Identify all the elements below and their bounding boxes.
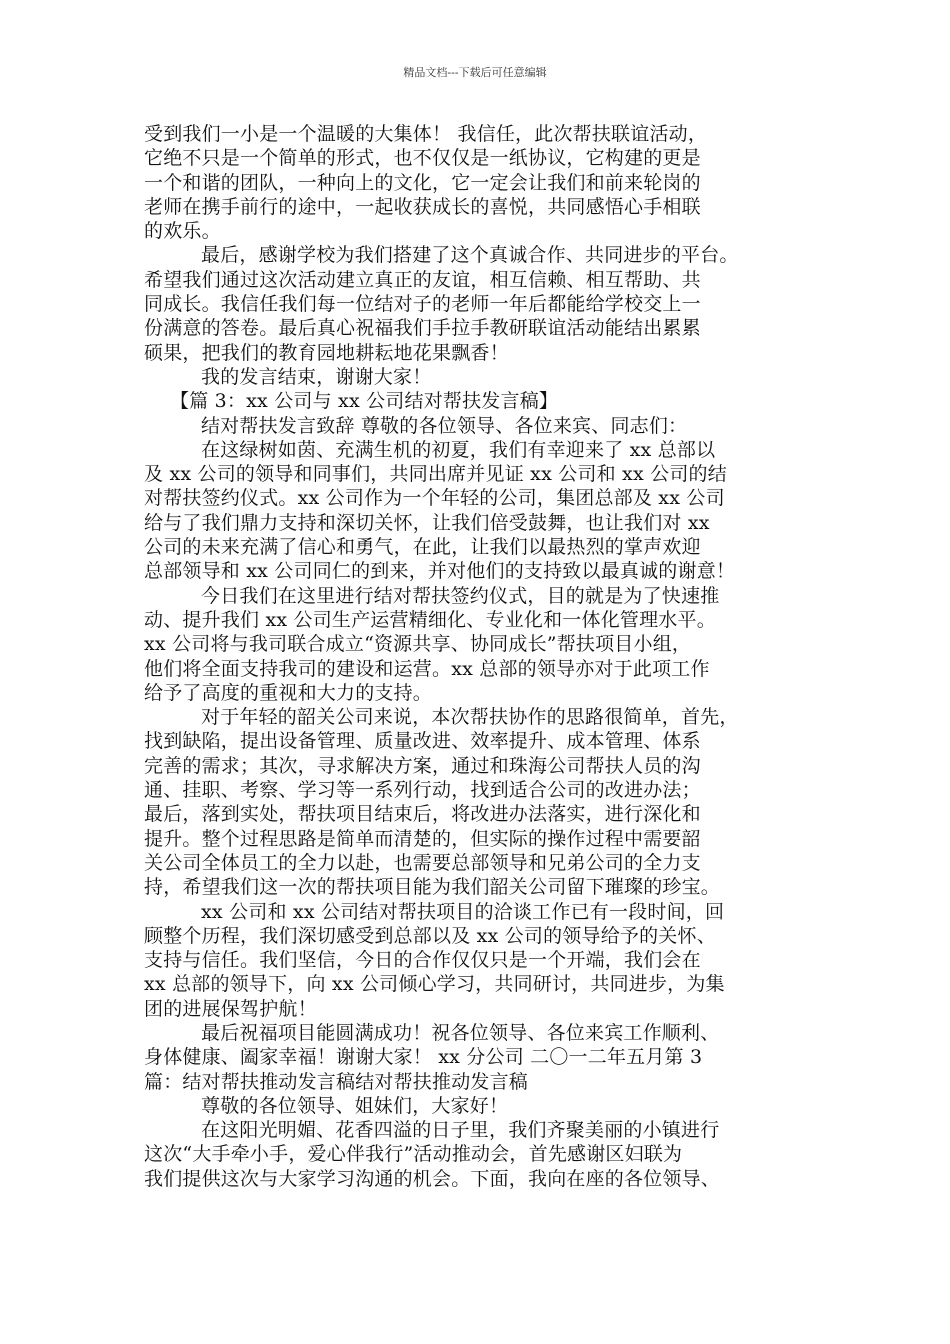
text-line: 给与了我们鼎力支持和深切关怀，让我们倍受鼓舞，也让我们对 xx (144, 511, 710, 534)
text-line: 找到缺陷，提出设备管理、质量改进、效率提升、成本管理、体系 (144, 730, 701, 753)
text-line: 动、提升我们 xx 公司生产运营精细化、专业化和一体化管理水平。 (144, 608, 716, 631)
text-line: 最后，感谢学校为我们搭建了这个真诚合作、共同进步的平台。 (201, 244, 739, 267)
text-line: 支持与信任。我们坚信，今日的合作仅仅只是一个开端，我们会在 (144, 949, 701, 972)
text-line: 对帮扶签约仪式。xx 公司作为一个年轻的公司，集团总部及 xx 公司 (144, 487, 725, 510)
text-line: xx 公司和 xx 公司结对帮扶项目的洽谈工作已有一段时间，回 (201, 900, 725, 923)
text-line: 我们提供这次与大家学习沟通的机会。下面，我向在座的各位领导、 (144, 1167, 721, 1190)
text-line: 持，希望我们这一次的帮扶项目能为我们韶关公司留下璀璨的珍宝。 (144, 876, 721, 899)
text-line: 完善的需求；其次，寻求解决方案，通过和珠海公司帮扶人员的沟 (144, 754, 701, 777)
text-line: 及 xx 公司的领导和同事们，共同出席并见证 xx 公司和 xx 公司的结 (144, 463, 727, 486)
text-line: 公司的未来充满了信心和勇气，在此，让我们以最热烈的掌声欢迎 (144, 536, 701, 559)
text-line: 的欢乐。 (144, 220, 221, 243)
text-line: 希望我们通过这次活动建立真正的友谊，相互信赖、相互帮助、共 (144, 268, 701, 291)
document-body (144, 122, 824, 1191)
text-line: 篇：结对帮扶推动发言稿结对帮扶推动发言稿 (144, 1070, 529, 1093)
text-line: 硕果，把我们的教育园地耕耘地花果飘香！ (144, 341, 509, 364)
text-line: 今日我们在这里进行结对帮扶签约仪式，目的就是为了快速推 (201, 584, 720, 607)
text-line: 一个和谐的团队，一种向上的文化，它一定会让我们和前来轮岗的 (144, 171, 701, 194)
text-line: xx 总部的领导下，向 xx 公司倾心学习，共同研讨，共同进步，为集 (144, 973, 725, 996)
text-line: 顾整个历程，我们深切感受到总部以及 xx 公司的领导给予的关怀、 (144, 924, 716, 947)
text-line: 结对帮扶发言致辞 尊敬的各位领导、各位来宾、同志们： (201, 414, 688, 437)
text-line: 提升。整个过程思路是简单而清楚的，但实际的操作过程中需要韶 (144, 827, 701, 850)
text-line: 对于年轻的韶关公司来说，本次帮扶协作的思路很简单，首先， (201, 706, 739, 729)
text-line: 份满意的答卷。最后真心祝福我们手拉手教研联谊活动能结出累累 (144, 317, 701, 340)
text-line: 最后，落到实处，帮扶项目结束后，将改进办法落实，进行深化和 (144, 803, 701, 826)
text-line: 它绝不只是一个简单的形式，也不仅仅是一纸协议，它构建的更是 (144, 147, 701, 170)
text-line: xx 公司将与我司联合成立“资源共享、协同成长”帮扶项目小组， (144, 633, 692, 656)
text-line: 团的进展保驾护航！ (144, 997, 317, 1020)
text-line: 通、挂职、考察、学习等一系列行动，找到适合公司的改进办法； (144, 779, 701, 802)
text-line: 总部领导和 xx 公司同仁的到来，并对他们的支持致以最真诚的谢意！ (144, 560, 736, 583)
text-line: 给予了高度的重视和大力的支持。 (144, 681, 433, 704)
text-line: 这次“大手牵小手，爱心伴我行”活动推动会，首先感谢区妇联为 (144, 1143, 683, 1166)
text-line: 关公司全体员工的全力以赴，也需要总部领导和兄弟公司的全力支 (144, 851, 701, 874)
text-line: 老师在携手前行的途中，一起收获成长的喜悦，共同感悟心手相联 (144, 195, 701, 218)
text-line: 受到我们一小是一个温暖的大集体！ 我信任，此次帮扶联谊活动， (144, 123, 708, 145)
text-line: 在这绿树如茵、充满生机的初夏，我们有幸迎来了 xx 总部以 (201, 438, 716, 461)
text-line: 我的发言结束，谢谢大家！ (201, 365, 432, 388)
text-line: 同成长。我信任我们每一位结对子的老师一年后都能给学校交上一 (144, 293, 701, 316)
text-line: 最后祝福项目能圆满成功！祝各位领导、各位来宾工作顺利、 (201, 1021, 720, 1044)
text-line: 身体健康、阖家幸福！谢谢大家！ xx 分公司 二〇一二年五月第 3 (144, 1046, 703, 1069)
section-heading: 【篇 3：xx 公司与 xx 公司结对帮扶发言稿】 (170, 390, 559, 413)
text-line: 在这阳光明媚、花香四溢的日子里，我们齐聚美丽的小镇进行 (201, 1119, 720, 1142)
text-line: 尊敬的各位领导、姐妹们，大家好！ (201, 1094, 509, 1117)
text-line: 他们将全面支持我司的建设和运营。xx 总部的领导亦对于此项工作 (144, 657, 710, 680)
page-header: 精品文档---下载后可任意编辑 (403, 66, 547, 79)
